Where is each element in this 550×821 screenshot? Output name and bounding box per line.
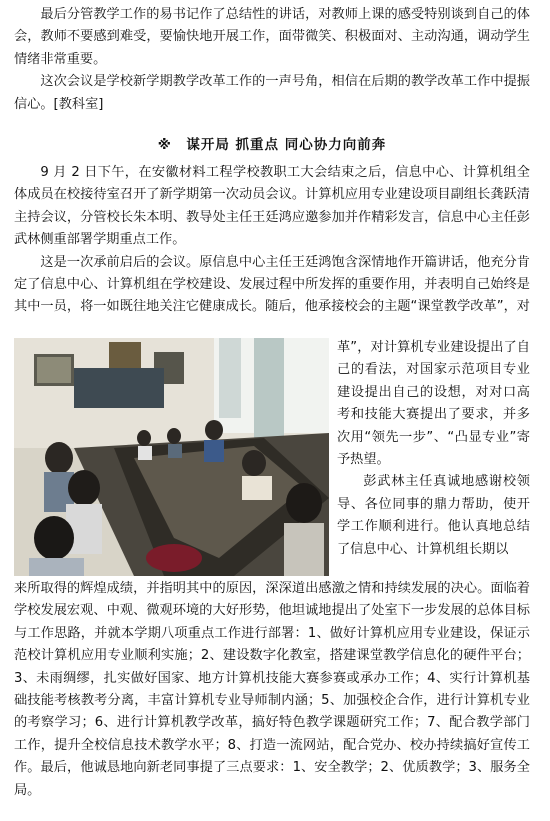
paragraph-wang-speech: 这是一次承前启后的会议。原信息中心主任王廷鸿饱含深情地作开篇讲话，他充分肯定了信息中心、计算机组在学校建设、发展过程中所发挥的重要作用，并表明自己始终是其中一员，将一如既往地关注它健康成长。随后，他承接校会的主题“课堂教学改革”，对 — [14, 254, 530, 315]
paragraph-wang-speech-continued: 革”，对计算机专业建设提出了自己的看法，对国家示范项目专业建设提出自己的设想，对对口高考和技能大赛提出了要求，并多次用“领先一步”、“凸显专业”寄予热望。 — [337, 340, 530, 468]
paragraph-peng-work-plan: 来所取得的辉煌成绩，并指明其中的原因，深深道出感激之情和持续发展的决心。面临着学校发展宏观、中观、微观环境的大好形势，他坦诚地提出了处室下一步发展的总体目标与工作思路，并就本学期八项重点工作进行部署：1、做好计算机应用专业建设，保证示范校计算机应用专业顺利实施；2、建设数字化教室，搭建课堂教学信息化的硬件平台；3、未雨绸缪，扎实做好国家、地方计算机技能大赛参赛或承办工作；4、实行计算机基础技能考核教考分离，丰富计算机专业导师制内涵；5、加强校企合作，进行计算机专业的考察学习；6、进行计算机教学改革，搞好特色教学课题研究工作；7、配合教学部门工作，提升全校信息技术教学水平；8、打造一流网站，配合党办、校办持续搞好宣传工作。最后，他诚恳地向新老同事提了三点要求：1、安全教学；2、优质教学；3、服务全局。 — [14, 581, 530, 798]
article-title: ※ 谋开局 抓重点 同心协力向前奔 — [157, 137, 387, 154]
meeting-photo — [14, 338, 329, 576]
bottom-text — [14, 578, 530, 802]
paragraph-peng-start: 彭武林主任真诚地感谢校领导、各位同事的鼎力帮助，使开学工作顺利进行。他认真地总结了信息中心、计算机组长期以 — [337, 474, 530, 557]
paragraph-meeting-summary: 这次会议是学校新学期教学改革工作的一声号角，相信在后期的教学改革工作中提振信心。[教科室] — [14, 74, 530, 112]
document-page — [14, 4, 530, 320]
paragraph-closing-remarks: 最后分管教学工作的易书记作了总结性的讲话，对教师上课的感受特别谈到自己的体会，教师不要感到难受，要愉快地开展工作，面带微笑、积极面对、主动沟通，调动学生情绪非常重要。 — [14, 7, 530, 67]
article-body-with-photo — [14, 252, 530, 320]
paragraph-meeting-intro: 9 月 2 日下午，在安徽材料工程学校教职工大会结束之后，信息中心、计算机组全体成员在校接待室召开了新学期第一次动员会议。计算机应用专业建设项目副组长龚跃清主持会议，分管校长朱本明、教导处主任王廷鸿应邀参加并作精彩发言，信息中心主任彭武林侧重部署学期重点工作。 — [14, 165, 530, 248]
side-column-text — [337, 337, 530, 561]
